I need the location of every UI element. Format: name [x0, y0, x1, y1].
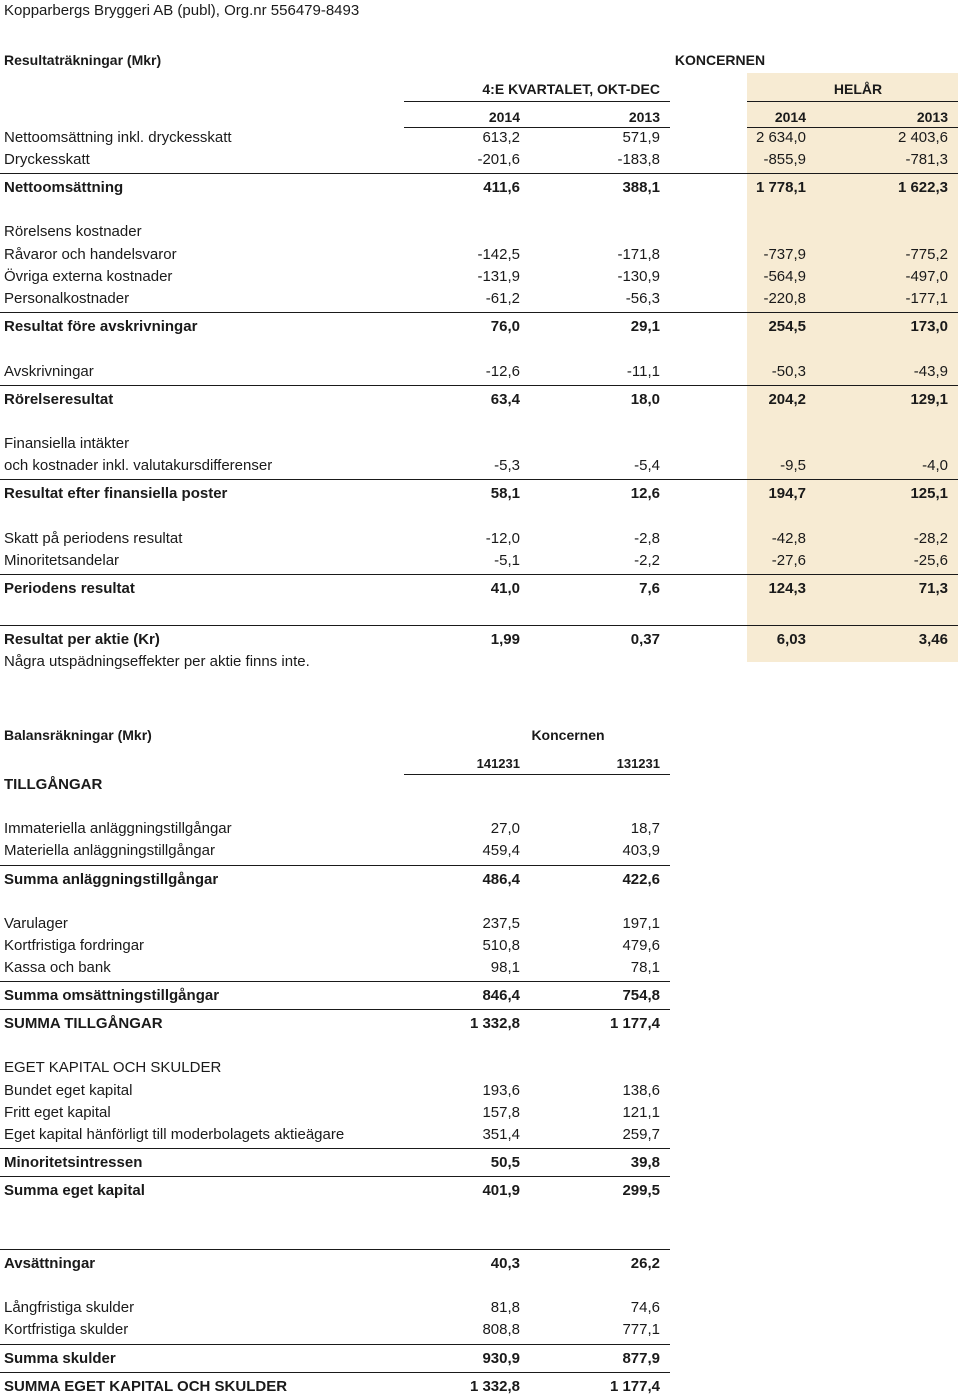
income-row-label: Finansiella intäkter: [4, 435, 130, 452]
balance-row-label: EGET KAPITAL OCH SKULDER: [4, 1059, 222, 1076]
income-value: -11,1: [626, 363, 660, 380]
income-value: 1 622,3: [897, 179, 948, 196]
balance-row-label: Immateriella anläggningstillgångar: [4, 820, 232, 837]
income-value: -855,9: [763, 151, 806, 168]
balance-value: 157,8: [482, 1104, 520, 1121]
income-value: -5,3: [494, 457, 520, 474]
year-header: 2013: [628, 109, 660, 125]
balance-value: 237,5: [482, 915, 520, 932]
balance-value: 777,1: [622, 1321, 660, 1338]
income-row-label: Dryckesskatt: [4, 151, 90, 168]
income-value: -5,1: [494, 552, 520, 569]
income-value: 0,37: [630, 631, 660, 648]
income-value: 63,4: [490, 391, 520, 408]
income-value: -2,8: [634, 530, 660, 547]
balance-value: 39,8: [630, 1154, 660, 1171]
balance-value: 754,8: [622, 987, 660, 1004]
quarter-rule: [404, 101, 670, 102]
balance-separator: [0, 1249, 670, 1250]
balance-row-label: Summa skulder: [4, 1350, 116, 1367]
year-header: 2014: [774, 109, 806, 125]
balance-separator: [0, 981, 670, 982]
income-value: 125,1: [910, 485, 948, 502]
balance-value: 930,9: [482, 1350, 520, 1367]
income-value: 1,99: [490, 631, 520, 648]
balance-row-label: SUMMA EGET KAPITAL OCH SKULDER: [4, 1378, 288, 1395]
income-value: -2,2: [634, 552, 660, 569]
income-value: 29,1: [630, 318, 660, 335]
income-row-label: Periodens resultat: [4, 580, 135, 597]
balance-value: 74,6: [630, 1299, 660, 1316]
income-row-label: Några utspädningseffekter per aktie finns inte.: [4, 653, 310, 670]
income-value: 2 634,0: [755, 129, 806, 146]
balance-value: 510,8: [482, 937, 520, 954]
income-value: -497,0: [905, 268, 948, 285]
income-value: -56,3: [625, 290, 660, 307]
income-value: 41,0: [490, 580, 520, 597]
balance-title: Balansräkningar (Mkr): [4, 727, 152, 743]
income-value: -201,6: [477, 151, 520, 168]
income-value: -12,0: [485, 530, 520, 547]
balance-value: 27,0: [490, 820, 520, 837]
income-value: -737,9: [763, 246, 806, 263]
balance-value: 1 332,8: [469, 1378, 520, 1395]
balance-row-label: Kassa och bank: [4, 959, 111, 976]
balance-value: 1 177,4: [609, 1378, 660, 1395]
income-value: 124,3: [768, 580, 806, 597]
balance-row-label: Summa anläggningstillgångar: [4, 871, 219, 888]
income-value: -9,5: [780, 457, 806, 474]
balance-value: 401,9: [482, 1182, 520, 1199]
income-value: -564,9: [763, 268, 806, 285]
balance-value: 26,2: [630, 1255, 660, 1272]
date-rule: [404, 774, 670, 775]
income-value: 173,0: [910, 318, 948, 335]
income-value: -42,8: [771, 530, 806, 547]
fullyear-header: HELÅR: [833, 81, 883, 97]
balance-row-label: Varulager: [4, 915, 68, 932]
balance-separator: [0, 865, 670, 866]
income-title: Resultaträkningar (Mkr): [4, 52, 162, 68]
balance-row-label: Bundet eget kapital: [4, 1082, 133, 1099]
balance-value: 877,9: [622, 1350, 660, 1367]
balance-value: 193,6: [482, 1082, 520, 1099]
income-row-label: Resultat efter finansiella poster: [4, 485, 228, 502]
income-separator: [0, 625, 958, 626]
income-value: 71,3: [918, 580, 948, 597]
income-value: -183,8: [617, 151, 660, 168]
income-value: -43,9: [913, 363, 948, 380]
balance-separator: [0, 1009, 670, 1010]
balance-row-label: Summa eget kapital: [4, 1182, 145, 1199]
balance-separator: [0, 1176, 670, 1177]
income-value: 3,46: [918, 631, 948, 648]
income-value: -130,9: [617, 268, 660, 285]
balance-value: 351,4: [482, 1126, 520, 1143]
income-value: -50,3: [771, 363, 806, 380]
income-value: 129,1: [910, 391, 948, 408]
income-value: -775,2: [905, 246, 948, 263]
balance-row-label: Kortfristiga fordringar: [4, 937, 145, 954]
income-value: 18,0: [630, 391, 660, 408]
balance-separator: [0, 1344, 670, 1345]
balance-separator: [0, 1148, 670, 1149]
fullyear-rule: [747, 101, 958, 102]
balance-group-header: Koncernen: [531, 727, 605, 743]
balance-value: 1 332,8: [469, 1015, 520, 1032]
income-value: 2 403,6: [897, 129, 948, 146]
balance-value: 459,4: [482, 842, 520, 859]
income-separator: [0, 312, 958, 313]
balance-row-label: Långfristiga skulder: [4, 1299, 135, 1316]
income-value: -220,8: [763, 290, 806, 307]
balance-value: 422,6: [622, 871, 660, 888]
balance-value: 479,6: [622, 937, 660, 954]
income-value: 204,2: [768, 391, 806, 408]
income-value: 1 778,1: [755, 179, 806, 196]
income-row-label: Övriga externa kostnader: [4, 268, 173, 285]
balance-row-label: Minoritetsintressen: [4, 1154, 143, 1171]
balance-value: 299,5: [622, 1182, 660, 1199]
income-value: 388,1: [622, 179, 660, 196]
year-header: 2013: [916, 109, 948, 125]
income-row-label: Rörelsens kostnader: [4, 223, 142, 240]
balance-value: 81,8: [490, 1299, 520, 1316]
date-header: 141231: [476, 756, 520, 771]
income-row-label: Resultat per aktie (Kr): [4, 631, 160, 648]
balance-value: 486,4: [482, 871, 520, 888]
balance-row-label: Materiella anläggningstillgångar: [4, 842, 215, 859]
income-row-label: Råvaror och handelsvaror: [4, 246, 177, 263]
income-value: -61,2: [485, 290, 520, 307]
balance-value: 138,6: [622, 1082, 660, 1099]
income-row-label: Rörelseresultat: [4, 391, 114, 408]
balance-row-label: Kortfristiga skulder: [4, 1321, 129, 1338]
income-value: -12,6: [485, 363, 520, 380]
income-row-label: Avskrivningar: [4, 363, 94, 380]
balance-value: 808,8: [482, 1321, 520, 1338]
company-header: Kopparbergs Bryggeri AB (publ), Org.nr 556479-8493: [4, 2, 360, 19]
income-value: -171,8: [617, 246, 660, 263]
balance-value: 78,1: [630, 959, 660, 976]
income-separator: [0, 574, 958, 575]
balance-value: 40,3: [490, 1255, 520, 1272]
income-value: 571,9: [622, 129, 660, 146]
income-value: 58,1: [490, 485, 520, 502]
income-value: 613,2: [482, 129, 520, 146]
income-row-label: Skatt på periodens resultat: [4, 530, 183, 547]
balance-row-label: Summa omsättningstillgångar: [4, 987, 220, 1004]
income-row-label: Resultat före avskrivningar: [4, 318, 198, 335]
income-separator: [0, 385, 958, 386]
group-header: KONCERNEN: [674, 52, 766, 68]
balance-value: 846,4: [482, 987, 520, 1004]
income-value: 411,6: [483, 179, 520, 196]
income-value: -28,2: [913, 530, 948, 547]
income-row-label: och kostnader inkl. valutakursdifferenser: [4, 457, 273, 474]
balance-row-label: Eget kapital hänförligt till moderbolagets aktieägare: [4, 1126, 345, 1143]
balance-value: 18,7: [630, 820, 660, 837]
balance-row-label: SUMMA TILLGÅNGAR: [4, 1015, 163, 1032]
income-row-label: Personalkostnader: [4, 290, 130, 307]
income-value: -781,3: [905, 151, 948, 168]
balance-value: 121,1: [622, 1104, 660, 1121]
quarter-header: 4:E KVARTALET, OKT-DEC: [482, 81, 660, 97]
income-value: 194,7: [768, 485, 806, 502]
income-value: -25,6: [913, 552, 948, 569]
date-header: 131231: [616, 756, 660, 771]
balance-separator: [0, 1372, 670, 1373]
balance-row-label: TILLGÅNGAR: [4, 776, 103, 793]
year-rule: [404, 127, 670, 128]
balance-value: 197,1: [622, 915, 660, 932]
year-rule: [747, 127, 958, 128]
income-value: 76,0: [490, 318, 520, 335]
balance-value: 1 177,4: [609, 1015, 660, 1032]
income-row-label: Nettoomsättning inkl. dryckesskatt: [4, 129, 232, 146]
income-value: -5,4: [634, 457, 660, 474]
balance-row-label: Fritt eget kapital: [4, 1104, 111, 1121]
income-value: 254,5: [768, 318, 806, 335]
income-value: 6,03: [776, 631, 806, 648]
income-separator: [0, 173, 958, 174]
income-row-label: Minoritetsandelar: [4, 552, 120, 569]
income-value: 7,6: [639, 580, 660, 597]
income-value: -177,1: [905, 290, 948, 307]
balance-value: 403,9: [622, 842, 660, 859]
balance-value: 98,1: [490, 959, 520, 976]
year-header: 2014: [488, 109, 520, 125]
balance-value: 50,5: [490, 1154, 520, 1171]
income-value: 12,6: [630, 485, 660, 502]
income-value: -4,0: [922, 457, 948, 474]
balance-row-label: Avsättningar: [4, 1255, 96, 1272]
income-value: -27,6: [771, 552, 806, 569]
income-row-label: Nettoomsättning: [4, 179, 124, 196]
balance-value: 259,7: [622, 1126, 660, 1143]
income-value: -131,9: [477, 268, 520, 285]
income-separator: [0, 479, 958, 480]
income-value: -142,5: [477, 246, 520, 263]
